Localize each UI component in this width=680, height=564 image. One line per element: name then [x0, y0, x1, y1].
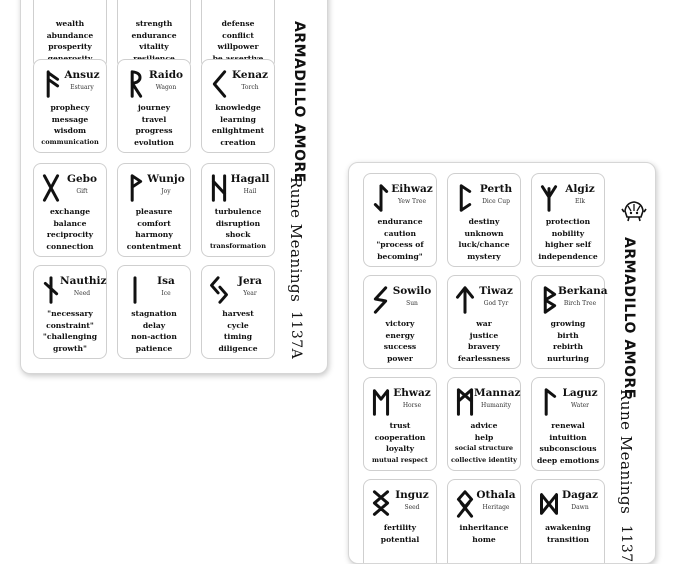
rune-meanings	[203, 18, 273, 64]
rune-hagall-icon	[208, 173, 230, 203]
rune-meanings	[35, 18, 105, 64]
meaning-line: wisdom	[53, 126, 87, 136]
meaning-line: harmony	[135, 230, 173, 240]
meaning-line: conflict	[222, 30, 254, 40]
rune-jera-icon	[208, 275, 230, 305]
rune-card-perth	[447, 173, 521, 267]
rune-meanings	[365, 522, 435, 545]
armadillo-logo-icon	[621, 197, 647, 223]
meaning-line: higher self	[545, 240, 591, 250]
meaning-line: evolution	[134, 137, 174, 147]
rune-name: Perth	[479, 183, 513, 195]
rune-sowilo-icon	[370, 285, 392, 315]
meaning-line: power	[387, 353, 413, 363]
rune-translation: Wagon	[155, 84, 177, 91]
meaning-line: unknown	[464, 228, 504, 238]
rune-translation: Sun	[406, 300, 418, 307]
rune-meanings	[449, 318, 519, 364]
rune-card-inguz	[363, 479, 437, 564]
meaning-line: transformation	[210, 241, 266, 250]
rune-translation: Yew Tree	[397, 198, 426, 205]
meaning-line: bravery	[468, 342, 500, 352]
meaning-line: becoming"	[377, 251, 423, 261]
meaning-line: stagnation	[131, 309, 177, 318]
rune-meanings	[119, 206, 189, 252]
meaning-line: growing	[550, 319, 586, 328]
meaning-line: justice	[469, 330, 499, 340]
rune-card-mannaz	[447, 377, 521, 471]
rune-translation: Gift	[76, 188, 88, 195]
rune-ansuz-icon	[40, 69, 62, 99]
rune-partial-icon	[208, 0, 230, 15]
meaning-line: endurance	[131, 30, 177, 40]
rune-translation: Joy	[161, 188, 171, 195]
rune-translation: Humanity	[481, 402, 511, 409]
meaning-line: disruption	[215, 218, 261, 228]
rune-meanings	[119, 102, 189, 148]
meaning-line: victory	[385, 319, 415, 328]
rune-meanings	[449, 420, 519, 466]
rune-card-dagaz	[531, 479, 605, 564]
meaning-line: luck/chance	[458, 240, 510, 250]
meaning-line: inheritance	[459, 523, 509, 532]
rune-translation: Horse	[402, 402, 422, 409]
rune-card-gebo	[33, 163, 107, 257]
rune-translation: Seed	[404, 504, 420, 511]
rune-name: Raido	[148, 69, 184, 81]
sheet-title: Rune Meanings	[287, 177, 305, 303]
rune-name: Berkana	[558, 285, 608, 297]
meaning-line: help	[474, 432, 494, 442]
rune-card-jera	[201, 265, 275, 359]
rune-translation: Year	[243, 290, 257, 297]
meaning-line: non-action	[131, 332, 177, 342]
rune-name: Othala	[476, 489, 516, 501]
brand-logotype: ARMADILLO AMORE	[621, 237, 637, 399]
meaning-line: reciprocity	[46, 230, 94, 240]
rune-name: Eihwaz	[391, 183, 433, 195]
meaning-line: prosperity	[48, 42, 92, 52]
meaning-line: progress	[135, 126, 173, 136]
rune-card-algiz	[531, 173, 605, 267]
meaning-line: journey	[137, 103, 171, 112]
rune-card-isa	[117, 265, 191, 359]
rune-translation: Ice	[161, 290, 171, 297]
rune-meanings	[449, 216, 519, 262]
rune-partial-icon	[40, 0, 62, 15]
meaning-line: enlightment	[211, 126, 265, 136]
rune-tiwaz-icon	[454, 285, 476, 315]
meaning-line: "necessary	[47, 309, 93, 318]
sticker-sheet-a	[20, 0, 328, 374]
rune-card-ehwaz	[363, 377, 437, 471]
meaning-line: caution	[383, 228, 417, 238]
rune-meanings	[533, 522, 603, 545]
rune-name: Gebo	[67, 173, 97, 185]
brand-logotype: ARMADILLO AMORE	[291, 21, 307, 183]
meaning-line: renewal	[551, 421, 585, 430]
rune-name: Nauthiz	[60, 275, 107, 287]
meaning-line: learning	[220, 114, 256, 124]
meaning-line: wealth	[55, 19, 85, 28]
rune-meanings	[449, 522, 519, 545]
meaning-line: mutual respect	[372, 455, 428, 464]
rune-meanings	[203, 102, 273, 148]
rune-name: Kenaz	[232, 69, 268, 81]
meaning-line: nurturing	[547, 353, 589, 363]
meaning-line: contentment	[126, 241, 182, 251]
meaning-line: patience	[135, 343, 173, 353]
rune-dagaz-icon	[538, 489, 560, 519]
rune-name: Tiwaz	[479, 285, 513, 297]
rune-translation: Torch	[241, 84, 259, 91]
rune-meanings	[119, 18, 189, 64]
rune-name: Inguz	[395, 489, 429, 501]
meaning-line: harvest	[222, 309, 254, 318]
rune-laguz-icon	[538, 387, 560, 417]
rune-translation: Need	[73, 290, 91, 297]
meaning-line: independence	[538, 251, 598, 261]
rune-translation: Dawn	[571, 504, 589, 511]
meaning-line: deep emotions	[536, 455, 600, 465]
rune-ehwaz-icon	[370, 387, 392, 417]
rune-card-nauthiz	[33, 265, 107, 359]
sheet-code: 1137A	[288, 311, 304, 360]
meaning-line: subconscious	[539, 444, 597, 454]
rune-name: Ansuz	[64, 69, 100, 81]
meaning-line: exchange	[49, 207, 91, 216]
meaning-line: cycle	[227, 320, 249, 330]
rune-name: Algiz	[565, 183, 595, 195]
meaning-line: war	[476, 319, 492, 328]
rune-meanings	[365, 216, 435, 262]
meaning-line: endurance	[377, 217, 423, 226]
rune-translation: Estuary	[70, 84, 94, 91]
meaning-line: balance	[53, 218, 87, 228]
rune-mannaz-icon	[454, 387, 476, 417]
meaning-line: loyalty	[385, 444, 415, 454]
meaning-line: delay	[142, 320, 166, 330]
meaning-line: strength	[135, 19, 173, 28]
meaning-line: diligence	[218, 343, 258, 353]
meaning-line: timing	[223, 332, 253, 342]
meaning-line: growth"	[53, 343, 87, 353]
meaning-line: awakening	[545, 523, 591, 532]
rune-translation: Elk	[575, 198, 585, 205]
meaning-line: transition	[546, 534, 590, 544]
meaning-line: nobility	[551, 228, 585, 238]
rune-name: Ehwaz	[393, 387, 431, 399]
meaning-line: destiny	[468, 217, 500, 226]
meaning-line: protection	[545, 217, 591, 226]
rune-meanings	[119, 308, 189, 354]
meaning-line: fertility	[383, 523, 417, 532]
meaning-line: home	[472, 534, 496, 544]
meaning-line: trust	[389, 421, 411, 430]
rune-translation: Water	[570, 402, 590, 409]
meaning-line: energy	[385, 330, 415, 340]
rune-meanings	[365, 318, 435, 364]
meaning-line: birth	[557, 330, 579, 340]
rune-isa-icon	[124, 275, 146, 305]
sheet-title: Rune Meanings	[617, 389, 635, 515]
rune-meanings	[533, 318, 603, 364]
rune-card-hagall	[201, 163, 275, 257]
rune-name: Isa	[157, 275, 175, 287]
rune-name: Laguz	[562, 387, 598, 399]
rune-name: Dagaz	[561, 489, 599, 501]
meaning-line: communication	[41, 137, 99, 146]
rune-raido-icon	[124, 69, 146, 99]
rune-meanings	[35, 308, 105, 354]
meaning-line: success	[383, 342, 417, 352]
rune-card-othala	[447, 479, 521, 564]
meaning-line: vitality	[139, 42, 169, 52]
meaning-line: social structure	[454, 444, 514, 453]
rune-inguz-icon	[370, 489, 392, 519]
rune-gebo-icon	[40, 173, 62, 203]
meaning-line: potential	[380, 534, 420, 544]
meaning-line: connection	[46, 241, 94, 251]
meaning-line: advice	[470, 421, 498, 430]
rune-algiz-icon	[538, 183, 560, 213]
rune-translation: Hail	[243, 188, 257, 195]
rune-card-eihwaz	[363, 173, 437, 267]
rune-name: Wunjo	[147, 173, 185, 185]
rune-name: Jera	[238, 275, 262, 287]
meaning-line: "challenging	[42, 332, 98, 342]
rune-name: Sowilo	[392, 285, 432, 297]
rune-berkana-icon	[538, 285, 560, 315]
rune-translation: Dice Cup	[482, 198, 510, 205]
rune-name: Hagall	[230, 173, 270, 185]
meaning-line: willpower	[217, 42, 259, 52]
rune-meanings	[365, 420, 435, 466]
rune-card-wunjo	[117, 163, 191, 257]
meaning-line: "process of	[376, 240, 424, 250]
meaning-line: collective identity	[450, 455, 518, 464]
rune-card-laguz	[531, 377, 605, 471]
rune-card-kenaz	[201, 59, 275, 153]
meaning-line: defense	[221, 19, 255, 28]
meaning-line: prophecy	[50, 103, 90, 112]
rune-card-berkana	[531, 275, 608, 369]
meaning-line: mystery	[467, 251, 501, 261]
meaning-line: knowledge	[215, 103, 261, 112]
rune-nauthiz-icon	[40, 275, 62, 305]
rune-card-ansuz	[33, 59, 107, 153]
sheet-code: 1137	[618, 525, 634, 563]
sticker-sheet-b	[348, 162, 656, 564]
meaning-line: cooperation	[374, 432, 426, 442]
meaning-line: travel	[141, 114, 167, 124]
rune-card-sowilo	[363, 275, 437, 369]
rune-translation: Birch Tree	[563, 300, 597, 307]
meaning-line: turbulence	[214, 207, 262, 216]
meaning-line: comfort	[137, 218, 171, 228]
meaning-line: shock	[225, 230, 251, 240]
rune-meanings	[203, 206, 273, 252]
rune-othala-icon	[454, 489, 476, 519]
meaning-line: intuition	[549, 432, 587, 442]
rune-translation: God Tyr	[483, 300, 509, 307]
rune-kenaz-icon	[208, 69, 230, 99]
rune-meanings	[533, 216, 603, 262]
rune-translation: Heritage	[482, 504, 510, 511]
rune-partial-icon	[124, 0, 146, 15]
meaning-line: creation	[220, 137, 256, 147]
meaning-line: message	[51, 114, 89, 124]
meaning-line: abundance	[46, 30, 94, 40]
meaning-line: pleasure	[135, 207, 173, 216]
rune-name: Mannaz	[474, 387, 521, 399]
meaning-line: fearlessness	[457, 353, 511, 363]
rune-eihwaz-icon	[370, 183, 392, 213]
rune-wunjo-icon	[124, 173, 146, 203]
rune-meanings	[203, 308, 273, 354]
rune-perth-icon	[454, 183, 476, 213]
rune-meanings	[35, 102, 105, 148]
rune-card-tiwaz	[447, 275, 521, 369]
meaning-line: constraint"	[46, 320, 94, 330]
rune-card-raido	[117, 59, 191, 153]
rune-meanings	[533, 420, 603, 466]
rune-meanings	[35, 206, 105, 252]
meaning-line: rebirth	[552, 342, 584, 352]
